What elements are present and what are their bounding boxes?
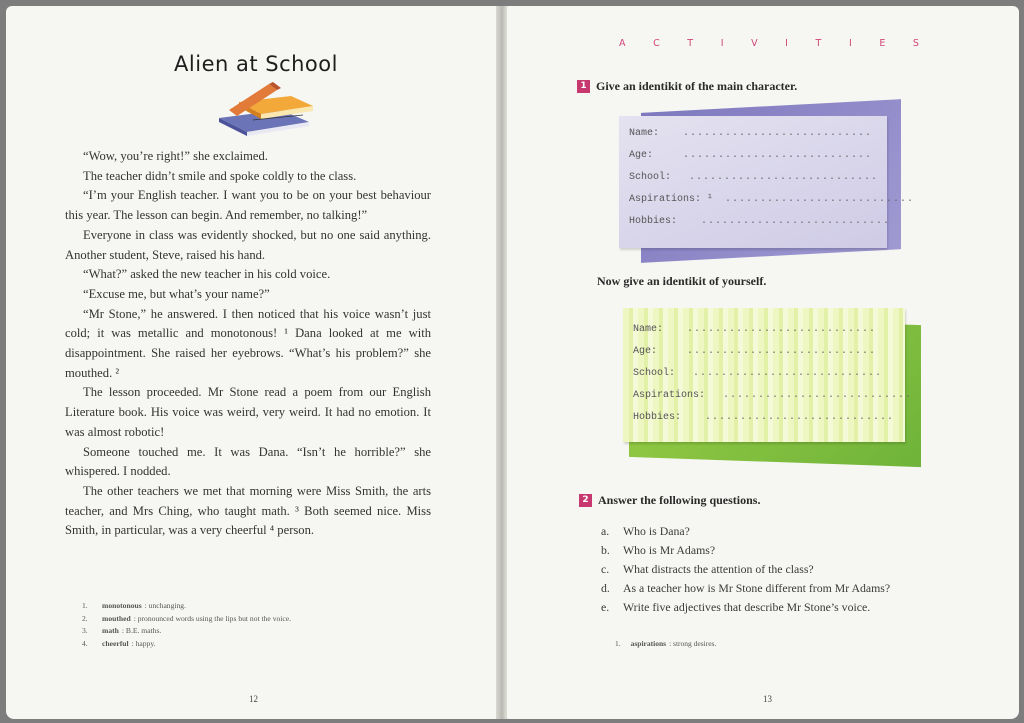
- yourself-field-age[interactable]: Age: ...........................: [633, 346, 877, 357]
- story-title: Alien at School: [174, 52, 338, 76]
- story-paragraph: The lesson proceeded. Mr Stone read a poem from our English Literature book. His voice was weird, very weird. It had no emotion. It was almost robotic!: [65, 385, 431, 439]
- yourself-heading: Now give an identikit of yourself.: [597, 274, 767, 288]
- identikit-field-aspirations[interactable]: Aspirations: ¹ ...........................: [629, 194, 915, 205]
- exercise-number-badge: 1: [577, 80, 590, 93]
- list-item: d. As a teacher how is Mr Stone different from Mr Adams?: [601, 581, 891, 595]
- story-text: [65, 147, 431, 541]
- identikit-field-name[interactable]: Name: ...........................: [629, 128, 873, 139]
- identikit-field-age[interactable]: Age: ...........................: [629, 150, 873, 161]
- story-paragraph: The teacher didn’t smile and spoke coldly to the class.: [83, 168, 357, 183]
- list-item: a. Who is Dana?: [601, 524, 690, 538]
- list-item: b. Who is Mr Adams?: [601, 543, 716, 557]
- activities-header: A C T I V I T I E S: [619, 38, 919, 49]
- footnote: 1. monotonous : unchanging.: [82, 601, 187, 610]
- left-page: [6, 6, 503, 719]
- list-item: c. What distracts the attention of the class?: [601, 562, 814, 576]
- list-item: e. Write five adjectives that describe Mr Stone’s voice.: [601, 600, 871, 614]
- left-footnotes: [82, 600, 382, 650]
- question-1-heading: 1 Give an identikit of the main character.: [577, 79, 797, 94]
- footnote: 3. math : B.E. maths.: [82, 626, 162, 635]
- story-paragraph: The other teachers we met that morning were Miss Smith, the arts teacher, and Mrs Ching, who taught math. ³ Both seemed nice. Miss Smith, in particular, was a very cheerful ⁴ person.: [65, 483, 431, 538]
- footnote: 2. mouthed : pronounced words using the lips but not the voice.: [82, 613, 292, 623]
- questions-list: [601, 522, 890, 617]
- footnote: 4. cheerful : happy.: [82, 638, 156, 648]
- page-number: 13: [763, 694, 772, 704]
- question-2-heading: 2 Answer the following questions.: [579, 493, 760, 508]
- story-paragraph: “Wow, you’re right!” she exclaimed.: [83, 149, 268, 163]
- story-paragraph: “What?” asked the new teacher in his cold voice.: [83, 267, 331, 282]
- story-paragraph: Everyone in class was evidently shocked, but no one said anything. Another student, Steve, raised his hand.: [65, 227, 431, 262]
- exercise-number-badge: 2: [579, 494, 592, 507]
- story-paragraph: “I’m your English teacher. I want you to be on your best behaviour this year. The lesson can begin. And remember, no talking!”: [65, 188, 431, 223]
- yourself-field-aspirations[interactable]: Aspirations: ...........................: [633, 390, 913, 401]
- story-paragraph: “Mr Stone,” he answered. I then noticed that his voice wasn’t just cold; it was metallic and monotonous! ¹ Dana looked at me with disappointment. She raised her eyebrows. “What’s his problem?” she mouthed. ²: [65, 306, 431, 380]
- story-paragraph: Someone touched me. It was Dana. “Isn’t he horrible?” she whispered. I nodded.: [65, 444, 431, 479]
- yourself-field-hobbies[interactable]: Hobbies: ...........................: [633, 412, 895, 423]
- yourself-field-name[interactable]: Name: ...........................: [633, 324, 877, 335]
- books-illustration: [211, 80, 321, 136]
- right-footnote: 1. aspirations : strong desires.: [615, 639, 717, 648]
- yourself-field-school[interactable]: School: ...........................: [633, 368, 883, 379]
- story-paragraph: “Excuse me, but what’s your name?”: [83, 286, 270, 301]
- identikit-field-hobbies[interactable]: Hobbies: ...........................: [629, 216, 891, 227]
- page-number: 12: [249, 694, 258, 704]
- identikit-field-school[interactable]: School: ...........................: [629, 172, 879, 183]
- right-page: [507, 6, 1019, 719]
- character-identikit-card: [615, 106, 915, 266]
- yourself-identikit-card: [619, 302, 923, 468]
